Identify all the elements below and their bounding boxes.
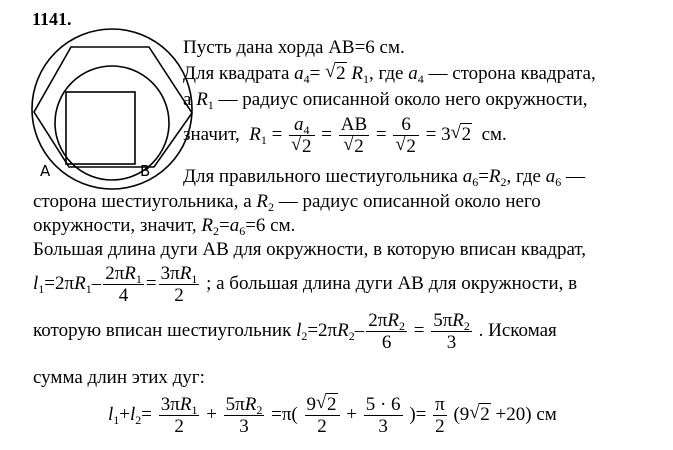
line-6: сторона шестиугольника, а $R_2$ — радиус описанной около него [33,191,541,214]
line-7: окружности, значит, $R_2=a_6=6$ см. [33,215,296,238]
line-11: сумма длин этих дуг: [33,367,205,388]
geometry-figure [26,22,201,197]
line-3: а $R_1$ — радиус описанной около него окружности, [183,89,588,112]
line-5: Для правильного шестиугольника $a_6=R_2$, где $a_6$ — [183,166,585,189]
point-a-label: A [40,162,51,180]
fraction-pi-over-2: $\frac{\pi}{2}$ [435,394,445,438]
problem-number: 1141. [32,9,72,29]
line-1: Пусть дана хорда АВ=6 см. [183,37,405,58]
line-10: которую вписан шестиугольник $l_2=2\pi R_2-$ $\frac{2\pi R_2}{6}$ = $\frac{5\pi R_2}{3}$ . Искомая [33,310,557,354]
fraction-3piR1-over-2: $\frac{3\pi R_1}{2}$ [160,263,198,307]
fraction-a4-over-root2: $a_4$ √ 2 [289,114,315,157]
fraction-9root2-over-2: $\frac{9√ 2}{2}$ [305,394,340,437]
fraction-3piR1-over-2-sum: $\frac{3\pi R_1}{2}$ [160,394,198,438]
fraction-6-over-root2: 6 √ 2 [393,114,419,157]
line-4: значит, $R_1$ = $a_4$ √ 2 = AB √ 2 = 6 √ 2 = 3√ 2 см. [183,111,507,159]
fraction-5piR2-over-3: $\frac{5\pi R_2}{3}$ [433,310,470,354]
line-8: Большая длина дуги АВ для окружности, в которую вписан квадрат, [33,239,587,260]
fraction-ab-over-root2: AB √ 2 [339,114,369,157]
fraction-2piR2-over-6: $\frac{2\pi R_2}{6}$ [368,310,405,354]
line-2: Для квадрата $a_4=$ √ 2 $R_1$, где $a_4$ — сторона квадрата, [183,63,596,85]
line-12: $l_1+l_2=$ $\frac{3\pi R_1}{2}$ + $\frac{5\pi R_2}{3}$ =π( $\frac{9√ 2}{2}$ + $\frac{5 \cdot 6}{3}$ )= $\frac{\pi}{2}$ (9√ 2 +20) см [108,391,557,439]
point-b-label: B [140,162,151,180]
fraction-5piR2-over-3-sum: $\frac{5\pi R_2}{3}$ [225,394,263,438]
fraction-2piR1-over-4: $\frac{2\pi R_1}{4}$ [105,263,142,307]
fraction-5x6-over-3: $\frac{5 \cdot 6}{3}$ [365,394,401,438]
line-9: $l_1=2\pi R_1-$ $\frac{2\pi R_1}{4}$ = $\frac{3\pi R_1}{2}$ ; а большая длина дуги АВ для окружности, в [33,263,578,307]
